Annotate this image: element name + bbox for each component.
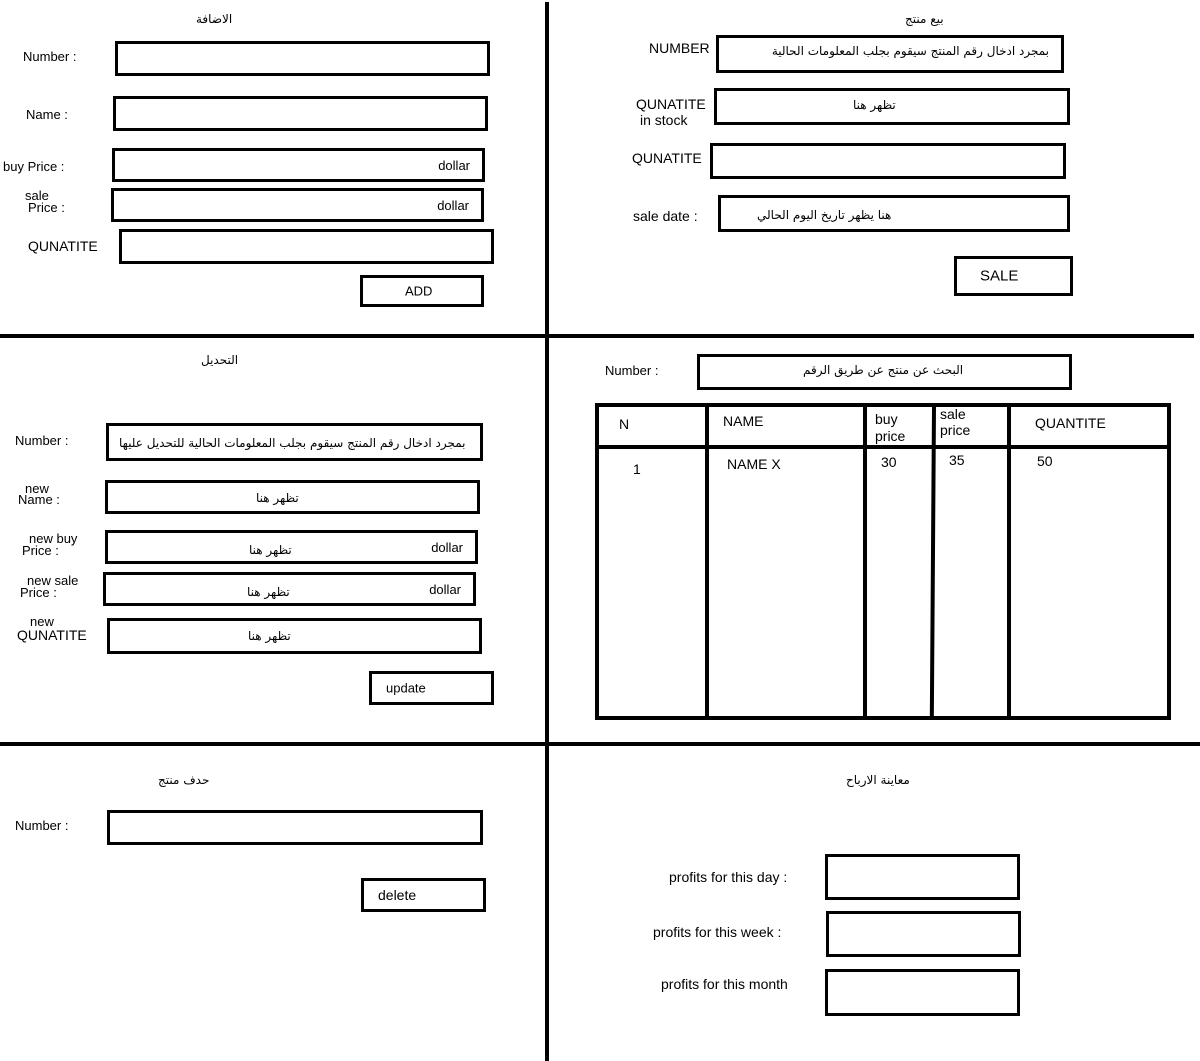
edit-new-buy-unit: dollar: [431, 540, 463, 555]
header-buy-price-line1: buy: [875, 411, 898, 427]
edit-new-qty-label-line1: new: [30, 614, 54, 629]
edit-new-sale-unit: dollar: [429, 582, 461, 597]
sell-quantity-input[interactable]: [710, 143, 1066, 179]
edit-new-sale-value: تظهر هنا: [247, 585, 290, 599]
add-button-label: ADD: [405, 283, 433, 299]
horizontal-divider-bottom: [0, 742, 1200, 746]
edit-new-sale-input[interactable]: [103, 572, 476, 606]
edit-new-name-label-line2: Name :: [18, 492, 60, 507]
header-sale-price-line1: sale: [940, 406, 966, 422]
edit-number-input[interactable]: [106, 423, 483, 461]
results-table: [595, 403, 1171, 720]
sell-number-label: NUMBER: [649, 40, 710, 56]
header-sale-price-line2: price: [940, 422, 971, 438]
edit-number-value: بمجرد ادخال رقم المنتج سيقوم بجلب المعلومات الحالية للتحديل عليها: [119, 436, 466, 450]
profits-day-field: [825, 854, 1020, 900]
search-input[interactable]: [697, 354, 1072, 390]
edit-new-sale-label-line2: Price :: [20, 585, 57, 600]
add-number-label: Number :: [23, 49, 77, 64]
cell-quantity: 50: [1037, 453, 1053, 469]
header-buy-price-line2: price: [875, 428, 906, 444]
edit-number-label: Number :: [15, 433, 69, 448]
table-column-divider-4: [1007, 407, 1011, 716]
delete-button[interactable]: [361, 878, 486, 912]
edit-section-title: التحديل: [201, 353, 239, 367]
header-n: N: [619, 416, 630, 432]
delete-button-label: delete: [378, 887, 417, 903]
profits-day-label: profits for this day :: [669, 869, 788, 885]
profits-month-field: [825, 969, 1020, 1016]
add-buy-price-input[interactable]: [112, 148, 485, 182]
edit-new-sale-label-line1: new sale: [27, 573, 79, 588]
edit-new-name-input[interactable]: [105, 480, 480, 514]
add-quantity-label: QUNATITE: [28, 238, 98, 254]
cell-buy-price: 30: [881, 454, 897, 470]
add-sale-label-line2: Price :: [28, 200, 65, 215]
sell-stock-field: [714, 88, 1070, 125]
edit-new-buy-input[interactable]: [105, 530, 478, 564]
edit-new-qty-input[interactable]: [107, 618, 482, 654]
edit-new-buy-value: تظهر هنا: [249, 543, 292, 557]
delete-number-label: Number :: [15, 818, 69, 833]
update-button-label: update: [386, 680, 426, 696]
add-number-input[interactable]: [115, 41, 490, 76]
table-column-divider-1: [705, 407, 709, 716]
add-button[interactable]: [360, 275, 484, 307]
search-number-label: Number :: [605, 363, 659, 378]
sale-button-label: SALE: [980, 267, 1019, 285]
add-buy-price-label: buy Price :: [3, 159, 65, 174]
search-input-value: البحث عن منتج عن طريق الرقم: [803, 363, 964, 377]
add-name-label: Name :: [26, 107, 68, 122]
add-section-title: الاضافة: [196, 12, 233, 26]
add-name-input[interactable]: [113, 96, 488, 131]
edit-new-buy-label-line2: Price :: [22, 543, 59, 558]
table-column-divider-2: [863, 407, 867, 716]
sell-stock-value: تظهر هنا: [853, 98, 896, 112]
profits-month-label: profits for this month: [661, 976, 788, 992]
profits-section-title: معاينة الارباح: [846, 773, 910, 787]
add-sale-price-unit: dollar: [437, 198, 469, 213]
table-header-separator: [599, 445, 1167, 449]
cell-sale-price: 35: [949, 452, 965, 468]
update-button[interactable]: [369, 671, 494, 705]
add-quantity-input[interactable]: [119, 229, 494, 264]
edit-new-buy-label-line1: new buy: [29, 531, 78, 546]
vertical-divider: [545, 2, 549, 1061]
sell-stock-label-line2: in stock: [640, 112, 688, 128]
sell-section-title: بيع منتج: [905, 12, 944, 26]
add-sale-price-input[interactable]: [111, 188, 484, 222]
header-name: NAME: [723, 413, 764, 429]
sell-date-field: [718, 195, 1070, 232]
cell-n: 1: [633, 461, 641, 477]
horizontal-divider-top: [0, 334, 1194, 338]
sell-date-label: sale date :: [633, 208, 698, 224]
edit-new-qty-label-line2: QUNATITE: [17, 627, 87, 643]
profits-week-label: profits for this week :: [653, 924, 782, 940]
sell-stock-label-line1: QUNATITE: [636, 96, 706, 112]
delete-number-input[interactable]: [107, 810, 483, 845]
cell-name: NAME X: [727, 456, 781, 472]
delete-section-title: حدف منتج: [158, 773, 210, 787]
table-column-divider-3: [930, 407, 936, 716]
sell-date-value: هنا يظهر تاريخ اليوم الحالي: [757, 208, 892, 222]
header-quantity: QUANTITE: [1035, 415, 1106, 431]
edit-new-qty-value: تظهر هنا: [248, 629, 291, 643]
sell-quantity-label: QUNATITE: [632, 150, 702, 166]
edit-new-name-label-line1: new: [25, 481, 49, 496]
profits-week-field: [826, 911, 1021, 957]
add-sale-label-line1: sale: [25, 188, 49, 203]
sell-number-value: بمجرد ادخال رقم المنتج سيقوم بجلب المعلومات الحالية: [771, 44, 1049, 58]
edit-new-name-value: تظهر هنا: [256, 491, 299, 505]
sale-button[interactable]: [954, 256, 1073, 296]
add-buy-price-unit: dollar: [438, 158, 470, 173]
sell-number-input[interactable]: [716, 35, 1064, 73]
